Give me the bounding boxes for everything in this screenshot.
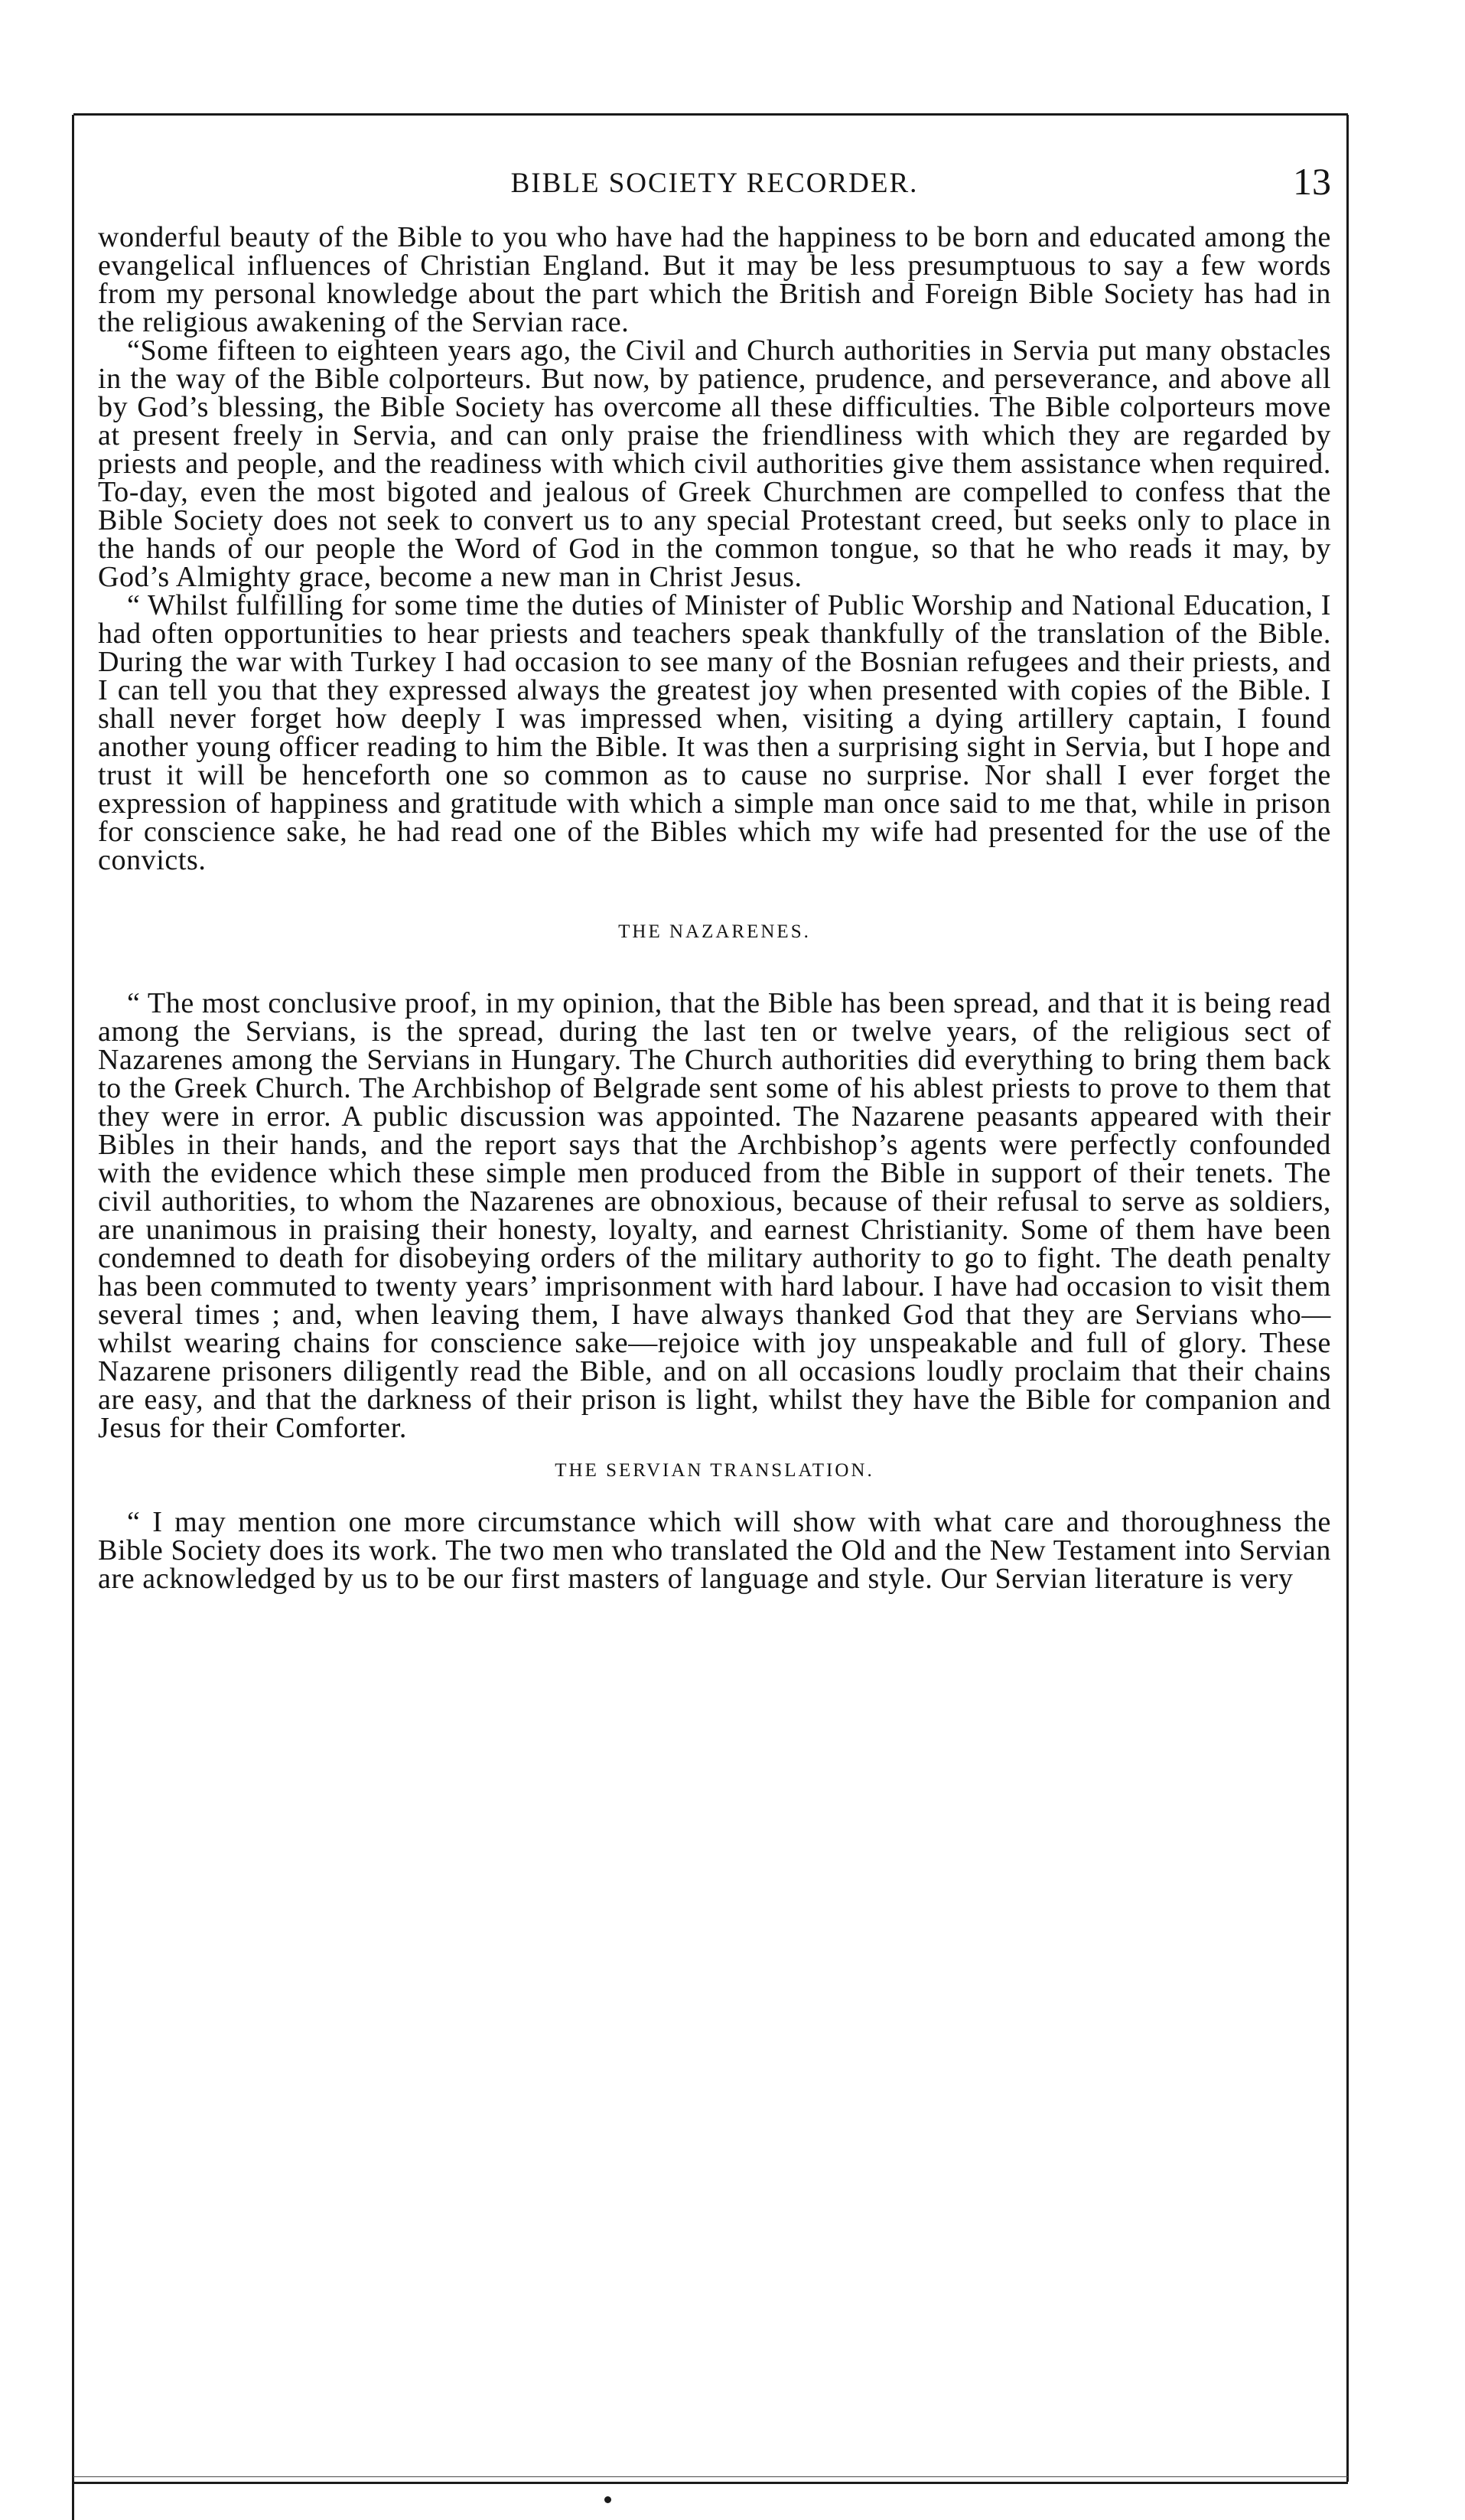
top-border-rule — [73, 113, 1348, 116]
ink-dot — [604, 2496, 611, 2503]
section-heading-servian-translation: THE SERVIAN TRANSLATION. — [555, 1460, 874, 1481]
paragraph-1: wonderful beauty of the Bible to you who have had the happiness to be born and educated among the evangelical influences of Christian England. But it may be less presumptuous to say a few words from my personal knowledge about the part which the British and Foreign Bible Society has had in the religious awakening of the Servian race. — [98, 221, 1331, 338]
page-number: 13 — [1293, 160, 1331, 203]
paragraph-2: “Some fifteen to eighteen years ago, the Civil and Church authorities in Servia put many obstacles in the way of the Bible colporteurs. But now, by patience, prudence, and perseverance, and above all by God’s blessing, the Bible Society has overcome all these difficulties. The Bible colporteurs move at present freely in Servia, and can only praise the friendliness with which they are regarded by priests and people, and the readiness with which civil authorities give them assistance when required. To-day, even the most bigoted and jealous of Greek Churchmen are compelled to confess that the Bible Society does not seek to convert us to any special Protestant creed, but seeks only to place in the hands of our people the Word of God in the common tongue, so that he who reads it may, by God’s Almighty grace, become a new man in Christ Jesus. — [98, 334, 1331, 593]
left-border-rule — [72, 115, 74, 2520]
bottom-inner-rule — [73, 2476, 1348, 2477]
section-heading-nazarenes: THE NAZARENES. — [618, 921, 811, 942]
running-title: BIBLE SOCIETY RECORDER. — [510, 168, 919, 199]
page-header — [98, 159, 1331, 205]
paragraph-5: “ I may mention one more circumstance which will show with what care and thoroughness the Bible Society does its work. The two men who translated the Old and the New Testament into Servian are acknowledged by us to be our first masters of language and style. Our Servian literature is very — [98, 1506, 1331, 1595]
right-border-rule — [1346, 115, 1349, 2482]
article-body — [98, 223, 1331, 1593]
paragraph-3: “ Whilst fulfilling for some time the duties of Minister of Public Worship and National Education, I had often opportunities to hear priests and teachers speak thankfully of the translation of the Bible. During the war with Turkey I had occasion to see many of the Bosnian refugees and their priests, and I can tell you that they expressed always the greatest joy when presented with copies of the Bible. I shall never forget how deeply I was impressed when, visiting a dying artillery captain, I found another young officer reading to him the Bible. It was then a surprising sight in Servia, but I hope and trust it will be henceforth one so common as to cause no surprise. Nor shall I ever forget the expression of happiness and gratitude with which a simple man once said to me that, while in prison for conscience sake, he had read one of the Bibles which my wife had presented for the use of the convicts. — [98, 589, 1331, 876]
paragraph-4: “ The most conclusive proof, in my opinion, that the Bible has been spread, and that it is being read among the Servians, is the spread, during the last ten or twelve years, of the religious sect of Nazarenes among the Servians in Hungary. The Church authorities did everything to bring them back to the Greek Church. The Archbishop of Belgrade sent some of his ablest priests to prove to them that they were in error. A public discussion was appointed. The Nazarene peasants appeared with their Bibles in their hands, and the report says that the Archbishop’s agents were perfectly confounded with the evidence which these simple men produced from the Bible in support of their tenets. The civil authorities, to whom the Nazarenes are obnoxious, because of their refusal to serve as soldiers, are unanimous in praising their honesty, loyalty, and earnest Christianity. Some of them have been condemned to death for disobeying orders of the military authority to go to fight. The death penalty has been commuted to twenty years’ imprisonment with hard labour. I have had occasion to visit them several times ; and, when leaving them, I have always thanked God that they are Servians who—whilst wearing chains for conscience sake—rejoice with joy unspeakable and full of glory. These Nazarene prisoners diligently read the Bible, and on all occasions loudly proclaim that their chains are easy, and that the darkness of their prison is light, whilst they have the Bible for companion and Jesus for their Comforter. — [98, 987, 1331, 1444]
bottom-border-rule — [73, 2482, 1348, 2484]
